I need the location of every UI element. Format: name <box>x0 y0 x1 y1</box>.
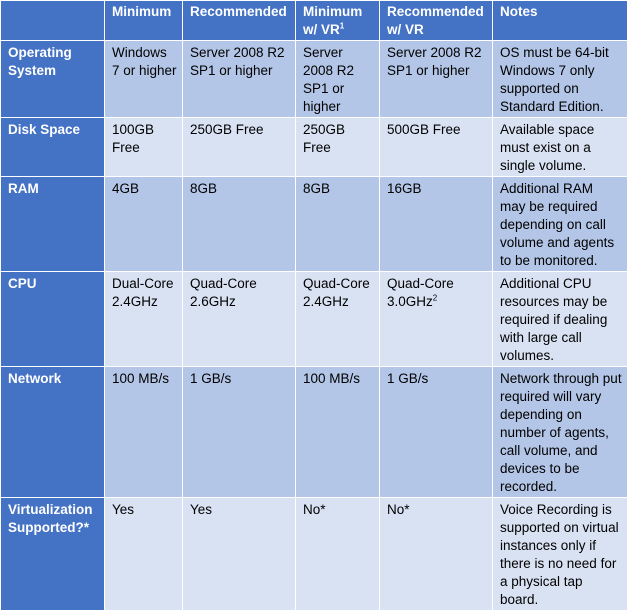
cell-recommended-vr: 16GB <box>380 177 493 272</box>
header-recommended-vr: Recommended w/ VR <box>380 1 493 41</box>
cell-recommended-vr-text: Quad-Core 3.0GHz <box>387 276 454 309</box>
cell-notes: Network through put required will vary depending on number of agents, call volume, and devices to be recorded. <box>493 367 627 498</box>
row-label: RAM <box>1 177 105 272</box>
cell-recommended-vr <box>380 272 493 367</box>
cell-minimum-vr: 250GB Free <box>296 118 380 177</box>
cell-recommended: 1 GB/s <box>183 367 296 498</box>
cell-recommended-vr: 500GB Free <box>380 118 493 177</box>
row-label: Network <box>1 367 105 498</box>
row-network <box>1 367 627 498</box>
cell-notes: Voice Recording is supported on virtual instances only if there is no need for a physical tap board. <box>493 498 627 611</box>
row-virtualization <box>1 498 627 611</box>
cell-recommended-vr: 1 GB/s <box>380 367 493 498</box>
cell-recommended-vr: Server 2008 R2 SP1 or higher <box>380 41 493 118</box>
row-label: Disk Space <box>1 118 105 177</box>
cell-minimum: Dual-Core 2.4GHz <box>105 272 183 367</box>
header-corner <box>1 1 105 41</box>
cell-minimum-vr: Server 2008 R2 SP1 or higher <box>296 41 380 118</box>
cell-minimum-vr: 100 MB/s <box>296 367 380 498</box>
cell-minimum: Yes <box>105 498 183 611</box>
footnote-marker-2: 2 <box>433 294 437 303</box>
cell-minimum-vr: 8GB <box>296 177 380 272</box>
cell-notes: Available space must exist on a single volume. <box>493 118 627 177</box>
row-operating-system <box>1 41 627 118</box>
row-label: Virtualization Supported?* <box>1 498 105 611</box>
header-minimum-vr <box>296 1 380 41</box>
cell-minimum-vr: No* <box>296 498 380 611</box>
cell-recommended: Quad-Core 2.6GHz <box>183 272 296 367</box>
cell-minimum-vr: Quad-Core 2.4GHz <box>296 272 380 367</box>
cell-notes: Additional RAM may be required depending on call volume and agents to be monitored. <box>493 177 627 272</box>
row-label: Operating System <box>1 41 105 118</box>
header-minimum: Minimum <box>105 1 183 41</box>
header-recommended: Recommended <box>183 1 296 41</box>
cell-recommended: Yes <box>183 498 296 611</box>
header-row <box>1 1 627 41</box>
row-ram <box>1 177 627 272</box>
cell-recommended: Server 2008 R2 SP1 or higher <box>183 41 296 118</box>
cell-notes: OS must be 64-bit Windows 7 only supported on Standard Edition. <box>493 41 627 118</box>
cell-minimum: Windows 7 or higher <box>105 41 183 118</box>
cell-notes: Additional CPU resources may be required if dealing with large call volumes. <box>493 272 627 367</box>
footnote-marker-1: 1 <box>340 22 344 31</box>
cell-recommended-vr: No* <box>380 498 493 611</box>
cell-minimum: 4GB <box>105 177 183 272</box>
row-cpu <box>1 272 627 367</box>
header-minimum-vr-label: Minimum w/ VR <box>303 4 362 37</box>
header-notes: Notes <box>493 1 627 41</box>
cell-recommended: 250GB Free <box>183 118 296 177</box>
cell-minimum: 100GB Free <box>105 118 183 177</box>
cell-minimum: 100 MB/s <box>105 367 183 498</box>
row-disk-space <box>1 118 627 177</box>
row-label: CPU <box>1 272 105 367</box>
cell-recommended: 8GB <box>183 177 296 272</box>
